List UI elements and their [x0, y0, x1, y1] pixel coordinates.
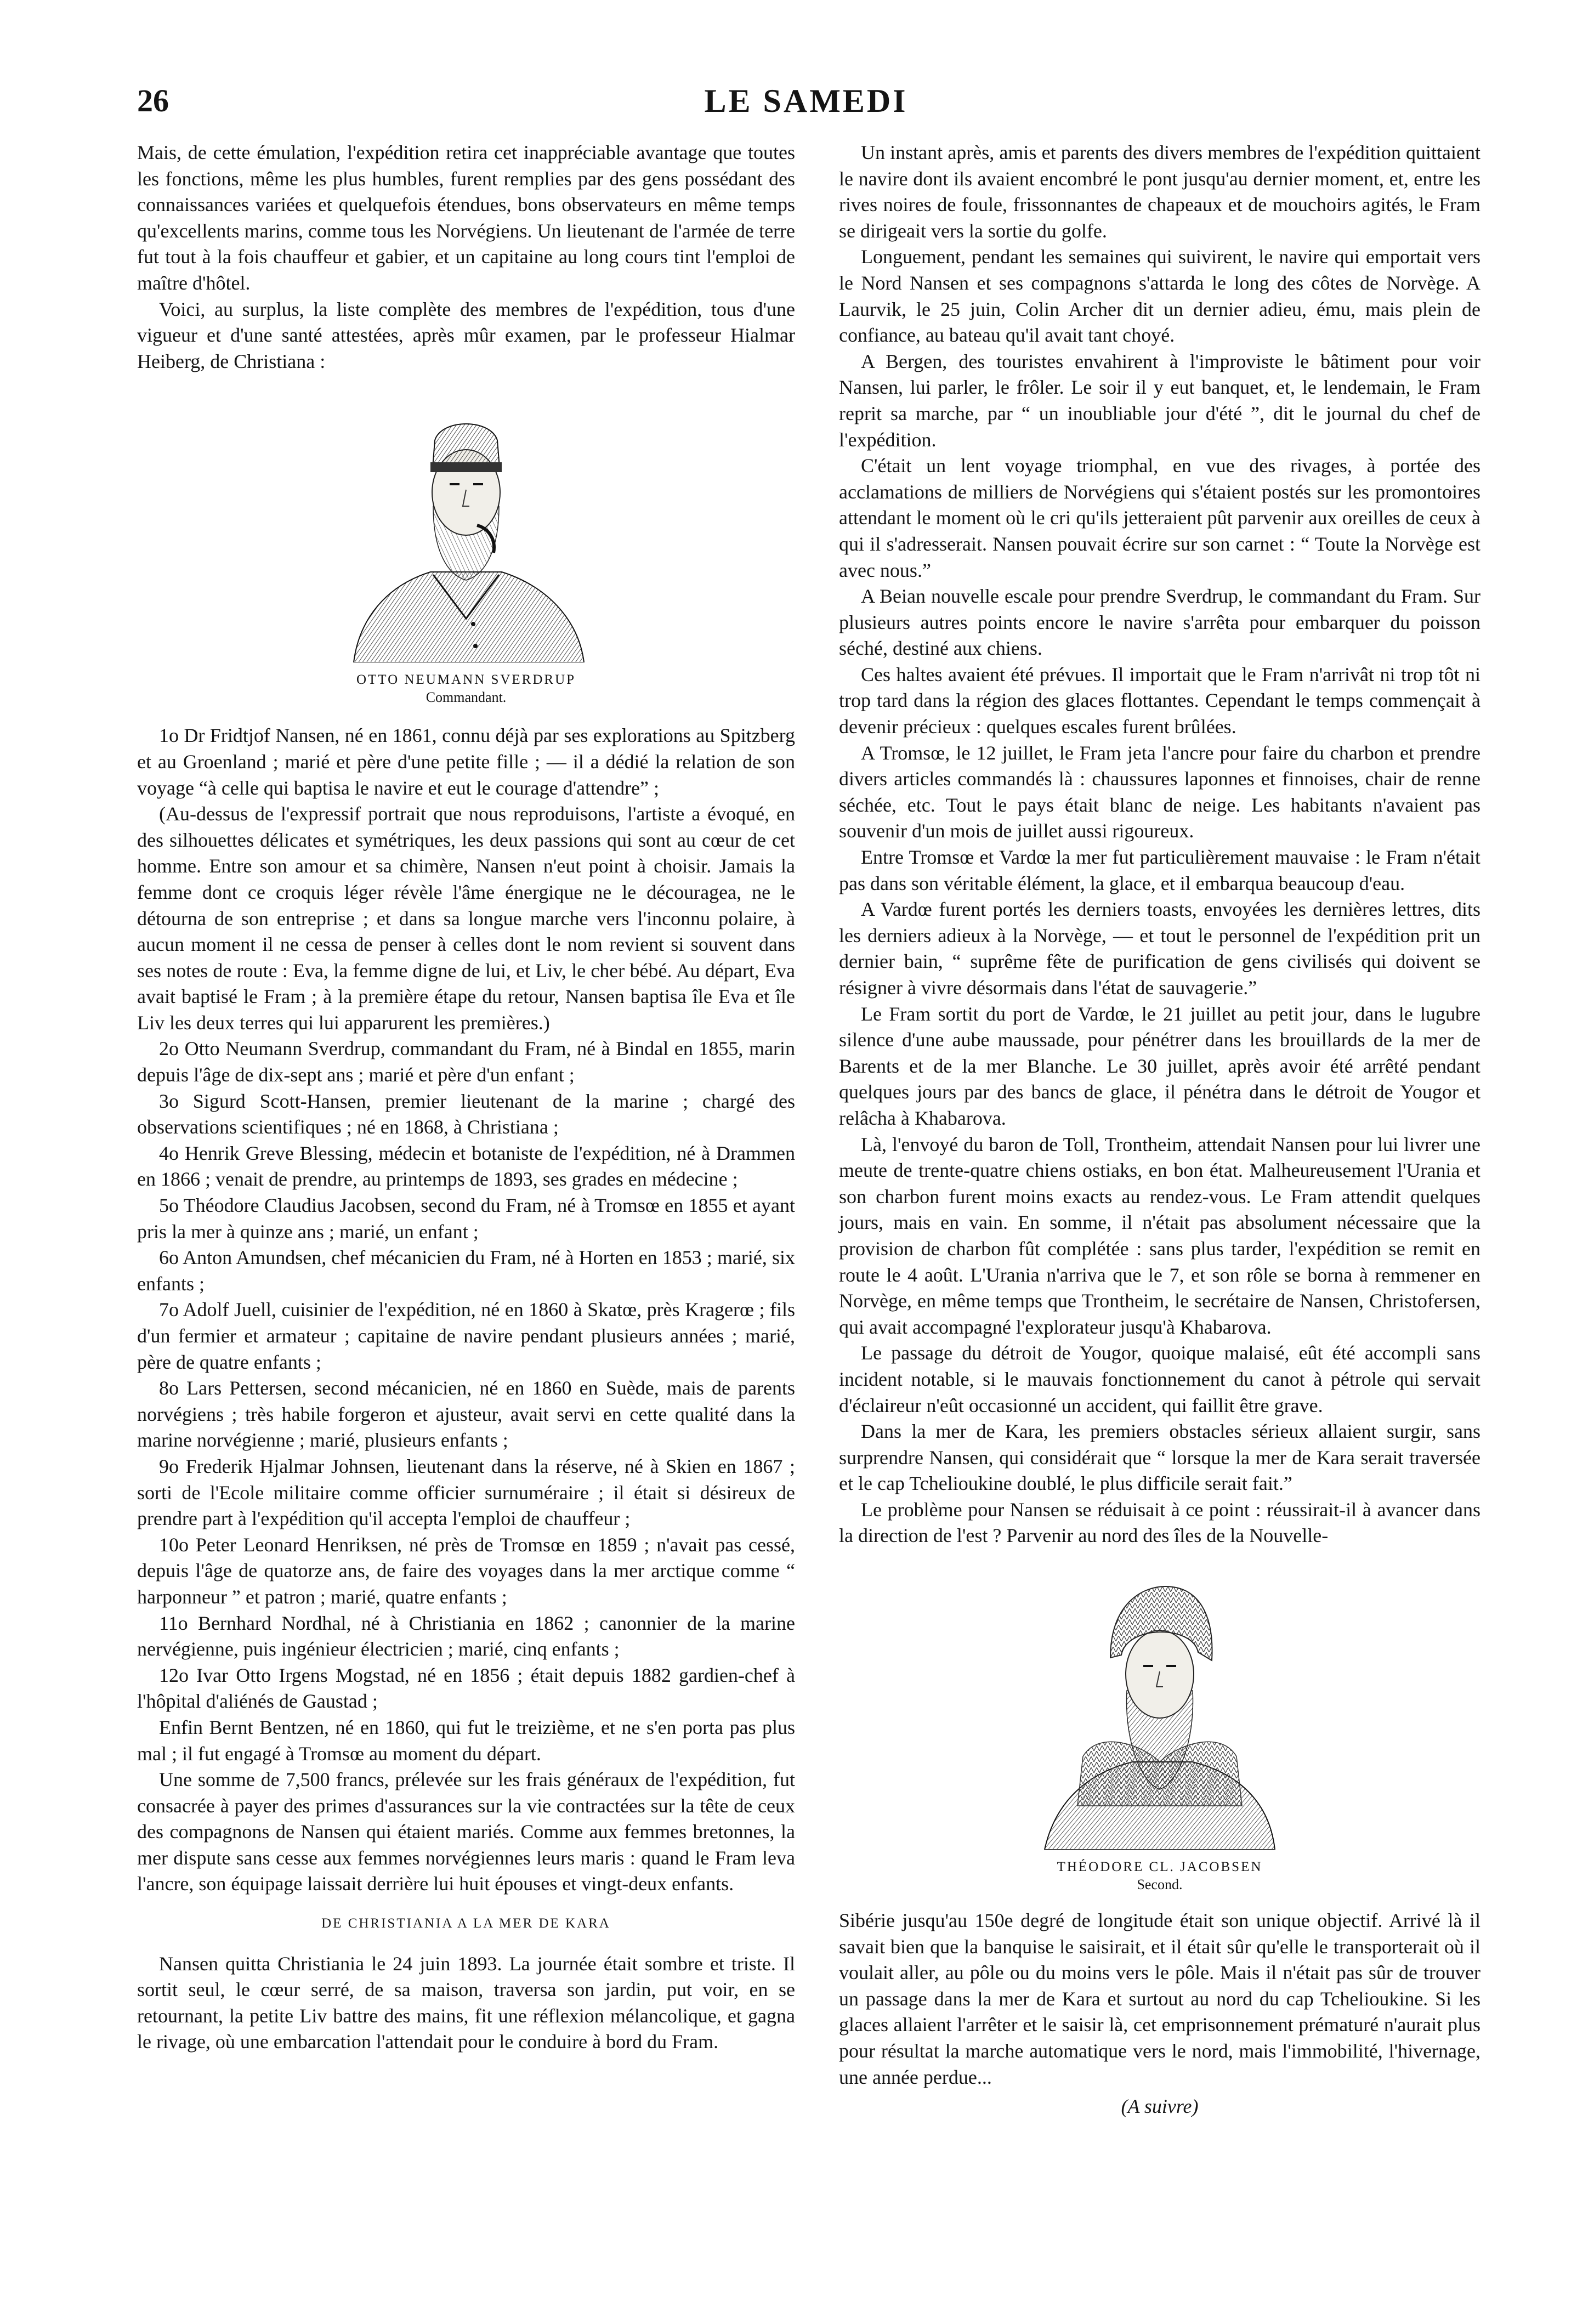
- body-paragraph: Là, l'envoyé du baron de Toll, Trontheim, attendait Nansen pour lui livrer une meute de trente-quatre chiens ostiaks, en bon état. Malheureusement l'Urania et son charbon furent moins exacts au rendez-vous. Le Fram attendit quelques jours, mais en vain. En somme, il n'était pas absolument nécessaire que la provision de charbon fût complétée : sans plus tarder, l'expédition se remit en route le 4 août. L'Urania n'arriva que le 7, et son rôle se borna à remmener en Norvège, en même temps que Trontheim, le secrétaire de Nansen, Christofersen, qui avait accompagné l'explorateur jusqu'à Khabarova.: [839, 1133, 1480, 1338]
- body-paragraph: Le passage du détroit de Yougor, quoique malaisé, eût été accompli sans incident notable, si le mauvais fonctionnement du canot à pétrole qui servait d'éclaireur n'eût occasionné un accident, qui faillit être grave.: [839, 1342, 1480, 1416]
- continuation-note: (A suivre): [1121, 2095, 1199, 2118]
- member-entry: 3o Sigurd Scott-Hansen, premier lieutenant de la marine ; chargé des observations scientifiques ; né en 1868, à Christiana ;: [137, 1090, 795, 1138]
- body-paragraph: Nansen quitta Christiania le 24 juin 1893. La journée était sombre et triste. Il sortit seul, le cœur serré, de sa maison, traversa son jardin, put voir, en se retournant, la petite Liv battre des mains, fit une réflexion mélancolique, et gagna le rivage, où une embarcation l'attendait pour le conduire à bord du Fram.: [137, 1952, 795, 2053]
- right-column: [839, 140, 1480, 2120]
- body-paragraph: A Beian nouvelle escale pour prendre Sverdrup, le commandant du Fram. Sur plusieurs autres points encore le navire s'arrêta pour embarquer du poisson séché, destiné aux chiens.: [839, 585, 1480, 660]
- portrait-caption-role: Commandant.: [426, 689, 507, 706]
- portrait-caption-name: OTTO NEUMANN SVERDRUP: [356, 672, 576, 688]
- section-heading: DE CHRISTIANIA A LA MER DE KARA: [321, 1916, 611, 1931]
- journal-title: LE SAMEDI: [704, 83, 908, 119]
- body-paragraph: A Tromsœ, le 12 juillet, le Fram jeta l'ancre pour faire du charbon et prendre divers articles commandés là : chaussures laponnes et finnoises, chair de renne séchée, etc. Tout le pays était blanc de neige. Les habitants n'avaient pas souvenir d'un mois de juillet aussi rigoureux.: [839, 741, 1480, 842]
- jacobsen-portrait-figure: [839, 1565, 1480, 1894]
- body-paragraph: A Bergen, des touristes envahirent à l'improviste le bâtiment pour voir Nansen, lui parler, le frôler. Le soir il y eut banquet, et, le lendemain, le Fram reprit sa marche, par “ un inoubliable jour d'été ”, dit le journal du chef de l'expédition.: [839, 350, 1480, 451]
- member-entry: 1o Dr Fridtjof Nansen, né en 1861, connu déjà par ses explorations au Spitzberg et au Groenland ; marié et père d'une petite fille ; — il a dédié la relation de son voyage “à celle qui baptisa le navire et eut le courage d'attendre” ;: [137, 724, 795, 799]
- left-column: [137, 140, 795, 2055]
- sverdrup-portrait-engraving: [337, 388, 595, 662]
- member-entry: (Au-dessus de l'expressif portrait que nous reproduisons, l'artiste a évoqué, en des silhouettes délicates et symétriques, les deux passions qui sont au cœur de cet homme. Entre son amour et sa chimère, Nansen n'eut point à choisir. Jamais la femme dont ce croquis léger révèle l'âme énergique ne le découragea, ne le détourna de son entreprise ; et dans sa longue marche vers l'inconnu polaire, à aucun moment il ne cessa de penser à celles dont le nom revient si souvent dans ses notes de route : Eva, la femme digne de lui, et Liv, le cher bébé. Au départ, Eva avait baptisé le Fram ; à la première étape du retour, Nansen baptisa île Eva et île Liv les deux terres qui lui apparurent les premières.): [137, 803, 795, 1034]
- body-paragraph: Entre Tromsœ et Vardœ la mer fut particulièrement mauvaise : le Fram n'était pas dans son véritable élément, la glace, et il embarqua beaucoup d'eau.: [839, 846, 1480, 894]
- body-paragraph: Longuement, pendant les semaines qui suivirent, le navire qui emportait vers le Nord Nansen et ses compagnons s'attarda le long des côtes de Norvège. A Laurvik, le 25 juin, Colin Archer dit un dernier adieu, ému, mais plein de confiance, au bateau qu'il avait tant choyé.: [839, 246, 1480, 347]
- member-entry: 7o Adolf Juell, cuisinier de l'expédition, né en 1860 à Skatœ, près Kragerœ ; fils d'un fermier et armateur ; capitaine de navire pendant plusieurs années ; marié, père de quatre enfants ;: [137, 1299, 795, 1373]
- body-paragraph: A Vardœ furent portés les derniers toasts, envoyées les dernières lettres, dits les derniers adieux à la Norvège, — et tout le personnel de l'expédition prit un dernier bain, “ suprême fête de purification de gens civilisés qui doivent se résigner à vivre désormais dans l'état de sauvagerie.”: [839, 898, 1480, 999]
- body-paragraph: Le Fram sortit du port de Vardœ, le 21 juillet au petit jour, dans le lugubre silence d'une aube maussade, pour pénétrer dans les brouillards de la mer de Barents et de la mer Blanche. Le 30 juillet, après avoir été arrêté pendant quelques jours par des bancs de glace, il pénétra dans le détroit de Yougor et relâcha à Khabarova.: [839, 1002, 1480, 1129]
- jacobsen-portrait-engraving: [1034, 1565, 1286, 1850]
- body-paragraph: Une somme de 7,500 francs, prélevée sur les frais généraux de l'expédition, fut consacrée à payer des primes d'assurances sur la vie contractées sur la tête de ceux des compagnons de Nansen qui étaient mariés. Comme aux femmes bretonnes, la mer dispute sans cesse aux femmes norvégiennes leurs maris : quand le Fram leva l'ancre, son équipage laissait derrière lui huit épouses et vingt-deux enfants.: [137, 1768, 795, 1895]
- body-paragraph: Sibérie jusqu'au 150e degré de longitude était son unique objectif. Arrivé là il savait bien que la banquise le saisirait, et il était sûr qu'elle le transporterait où il voulait aller, au pôle ou du moins vers le pôle. Mais il n'était pas sûr de trouver un passage dans la mer de Kara et surtout au nord du cap Tchelioukine. Si les glaces allaient l'arrêter et le saisir là, cet emprisonnement prématuré n'aurait plus pour résultat la marche automatique vers le nord, mais l'immobilité, l'hivernage, une année perdue...: [839, 1909, 1480, 2088]
- body-paragraph: Voici, au surplus, la liste complète des membres de l'expédition, tous d'une vigueur et d'une santé attestées, après mûr examen, par le professeur Hialmar Heiberg, de Christiana :: [137, 298, 795, 372]
- member-entry: 6o Anton Amundsen, chef mécanicien du Fram, né à Horten en 1853 ; marié, six enfants ;: [137, 1246, 795, 1295]
- page-number: 26: [137, 83, 169, 118]
- member-entry: 9o Frederik Hjalmar Johnsen, lieutenant dans la réserve, né à Skien en 1867 ; sorti de l'Ecole militaire comme officier surnuméraire ; il était si désireux de prendre part à l'expédition qu'il accepta l'emploi de chauffeur ;: [137, 1455, 795, 1530]
- member-entry: 4o Henrik Greve Blessing, médecin et botaniste de l'expédition, né à Drammen en 1866 ; venait de prendre, au printemps de 1893, ses grades en médecine ;: [137, 1142, 795, 1191]
- member-entry: 11o Bernhard Nordhal, né à Christiania en 1862 ; canonnier de la marine nervégienne, puis ingénieur électricien ; marié, cinq enfants ;: [137, 1612, 795, 1660]
- body-paragraph: Dans la mer de Kara, les premiers obstacles sérieux allaient surgir, sans surprendre Nansen, qui considérait que “ lorsque la mer de Kara serait traversée et le cap Tchelioukine doublé, le plus difficile serait fait.”: [839, 1420, 1480, 1495]
- member-entry: 5o Théodore Claudius Jacobsen, second du Fram, né à Tromsœ en 1855 et ayant pris la mer à quinze ans ; marié, un enfant ;: [137, 1194, 795, 1243]
- member-entry: 10o Peter Leonard Henriksen, né près de Tromsœ en 1859 ; n'avait pas cessé, depuis l'âge de quatorze ans, de faire des voyages dans la mer arctique comme “ harponneur ” et patron ; marié, quatre enfants ;: [137, 1533, 795, 1608]
- body-paragraph: C'était un lent voyage triomphal, en vue des rivages, à portée des acclamations de milliers de Norvégiens qui s'étaient postés sur les promontoires attendant le moment où le cri qu'ils jetteraient pût parvenir aux oreilles de ceux à qui il s'adresserait. Nansen pouvait écrire sur son carnet : “ Toute la Norvège est avec nous.”: [839, 455, 1480, 581]
- body-paragraph: Un instant après, amis et parents des divers membres de l'expédition quittaient le navire dont ils avaient encombré le pont jusqu'au dernier moment, et, entre les rives noires de foule, frissonnantes de chapeaux et de mouchoirs agités, le Fram se dirigeait vers la sortie du golfe.: [839, 141, 1480, 242]
- member-entry: 8o Lars Pettersen, second mécanicien, né en 1860 en Suède, mais de parents norvégiens ; très habile forgeron et ajusteur, avait servi en cette qualité dans la marine norvégienne ; marié, plusieurs enfants ;: [137, 1377, 795, 1452]
- member-entry: Enfin Bernt Bentzen, né en 1860, qui fut le treizième, et ne s'en porta pas plus mal ; il fut engagé à Tromsœ au moment du départ.: [137, 1716, 795, 1765]
- sverdrup-portrait-figure: [137, 388, 795, 706]
- portrait-caption-name: THÉODORE CL. JACOBSEN: [1057, 1860, 1263, 1875]
- running-head: [137, 82, 1475, 126]
- member-entry: 2o Otto Neumann Sverdrup, commandant du Fram, né à Bindal en 1855, marin depuis l'âge de dix-sept ans ; marié et père d'un enfant ;: [137, 1038, 795, 1086]
- member-entry: 12o Ivar Otto Irgens Mogstad, né en 1856 ; était depuis 1882 gardien-chef à l'hôpital d'aliénés de Gaustad ;: [137, 1664, 795, 1713]
- body-paragraph: Mais, de cette émulation, l'expédition retira cet inappréciable avantage que toutes les fonctions, même les plus humbles, furent remplies par des gens possédant des connaissances variées et quelquefois étendues, bons observateurs en même temps qu'excellents marins, comme tous les Norvégiens. Un lieutenant de l'armée de terre fut tout à la fois chauffeur et gabier, et un capitaine au long cours tint l'emploi de maître d'hôtel.: [137, 141, 795, 294]
- body-paragraph: Le problème pour Nansen se réduisait à ce point : réussirait-il à avancer dans la direction de l'est ? Parvenir au nord des îles de la Nouvelle-: [839, 1498, 1480, 1547]
- portrait-caption-role: Second.: [1137, 1877, 1183, 1893]
- body-paragraph: Ces haltes avaient été prévues. Il importait que le Fram n'arrivât ni trop tôt ni trop tard dans la région des glaces flottantes. Cependant le temps commençait à devenir précieux : quelques escales furent brûlées.: [839, 663, 1480, 738]
